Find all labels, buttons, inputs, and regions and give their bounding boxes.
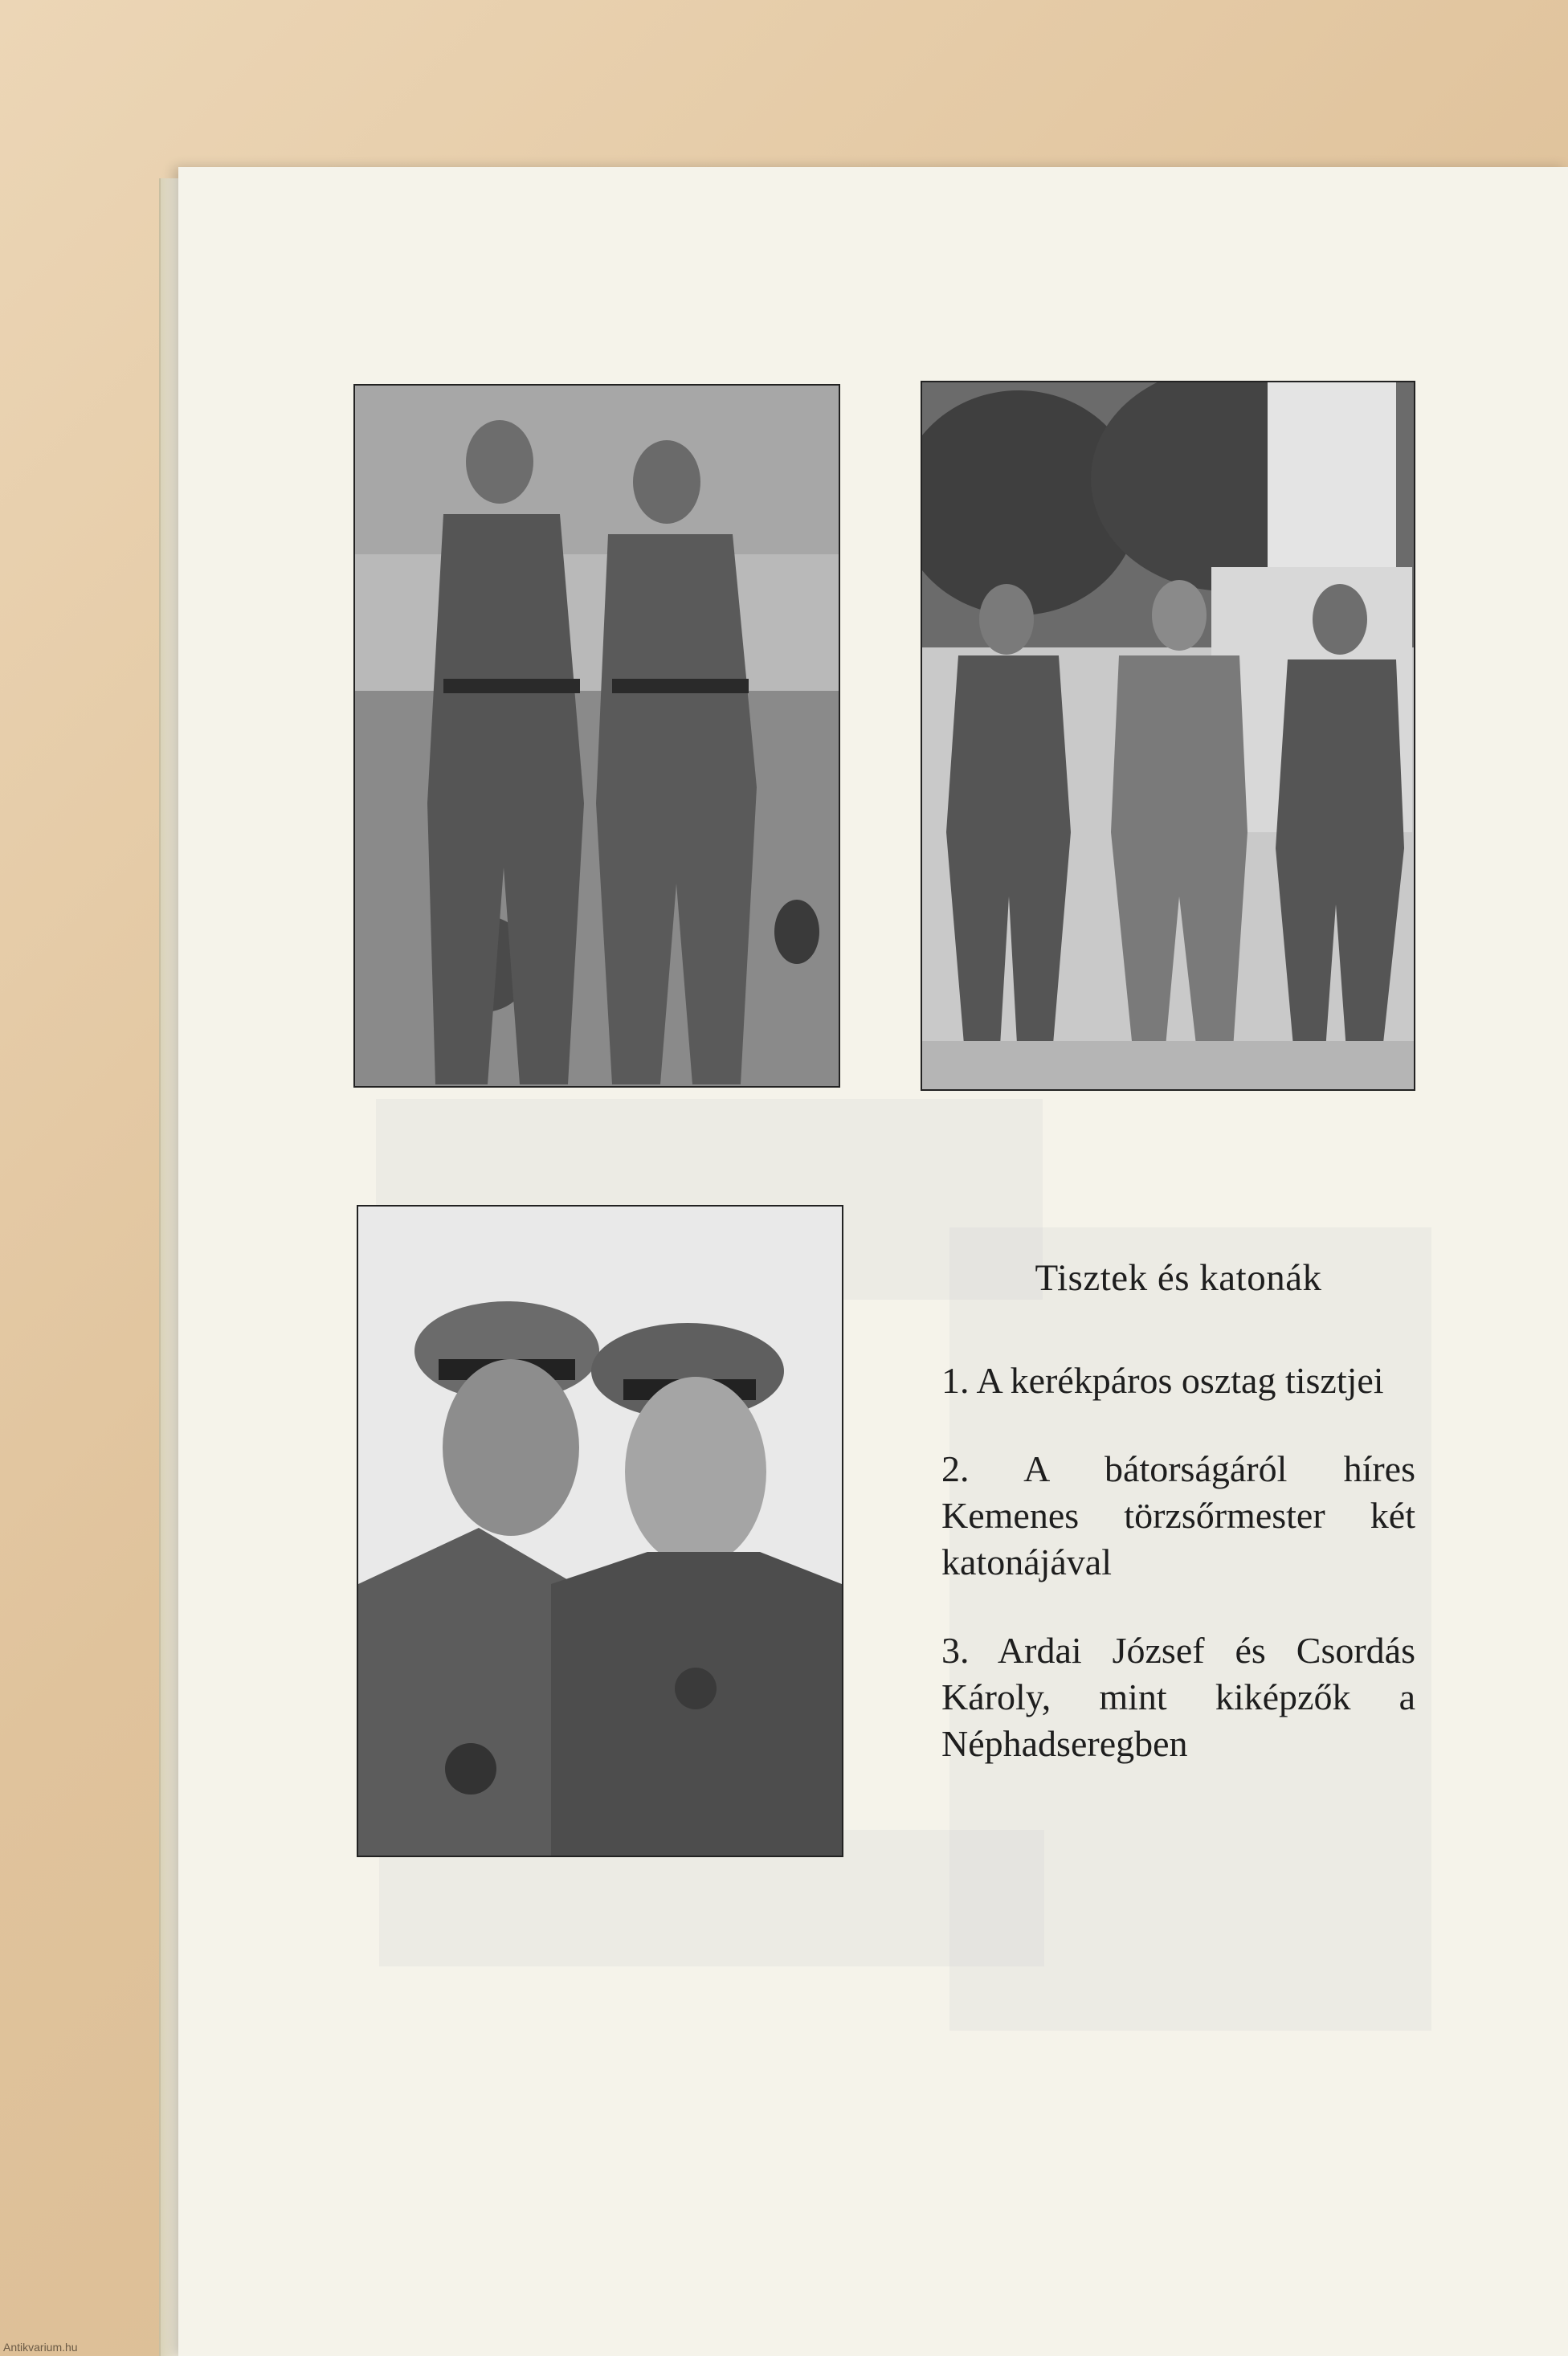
watermark: Antikvarium.hu — [3, 2341, 78, 2354]
caption-title: Tisztek és katonák — [1035, 1257, 1322, 1299]
photo-two-soldiers-peaked-caps — [357, 1205, 843, 1857]
photo-image — [358, 1207, 842, 1856]
caption-item-1: 1. A kerékpáros osztag tisztjei — [941, 1360, 1384, 1401]
caption-item-3: 3. Ardai József és Csordás Károly, mint kiképzők a Néphadseregben — [941, 1630, 1415, 1764]
caption-item-2: 2. A bátorságáról híres Kemenes törzsőrmester két katonájával — [941, 1448, 1415, 1582]
photo-two-soldiers-overalls — [353, 384, 840, 1088]
photo-image — [922, 382, 1414, 1089]
caption-block — [941, 1255, 1415, 1809]
photo-three-officers-monument — [921, 381, 1415, 1091]
photo-image — [355, 386, 839, 1086]
